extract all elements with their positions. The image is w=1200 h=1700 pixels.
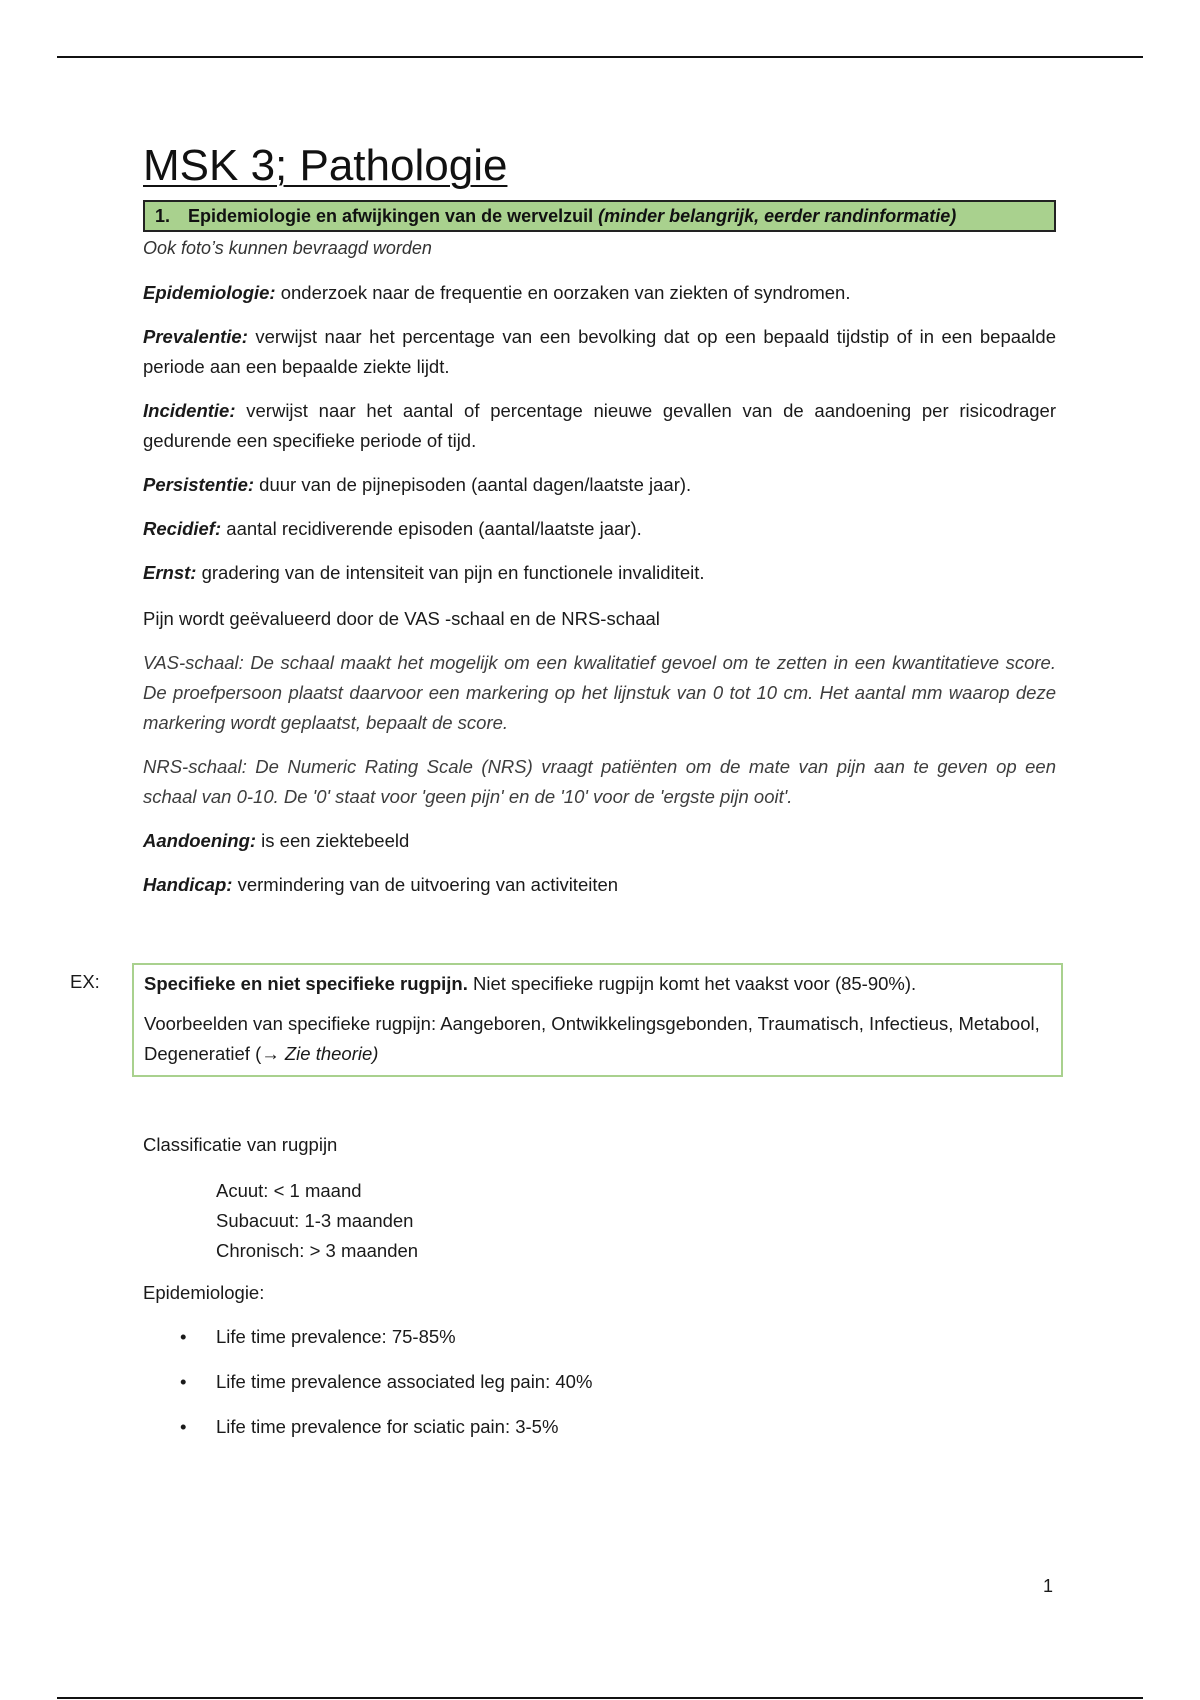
- list-item: [143, 1322, 1056, 1352]
- subnote: Ook foto’s kunnen bevraagd worden: [143, 238, 432, 258]
- definition-text: onderzoek naar de frequentie en oorzaken van ziekten of syndromen.: [275, 282, 851, 303]
- example-bold: Specifieke en niet specifieke rugpijn.: [144, 973, 468, 994]
- definition-recidief: [143, 514, 1056, 544]
- definition-incidentie: [143, 396, 1056, 456]
- nrs-text: De Numeric Rating Scale (NRS) vraagt patiënten om de mate van pijn aan te geven op een schaal van 0-10. De '0' staat voor 'geen pijn' en de '10' voor de 'ergste pijn ooit'.: [143, 756, 1056, 807]
- definition-term: Epidemiologie:: [143, 282, 276, 303]
- nrs-definition: [143, 752, 1056, 812]
- definition-text: verwijst naar het aantal of percentage nieuwe gevallen van de aandoening per risicodrager gedurende een specifieke periode of tijd.: [143, 400, 1056, 451]
- example-see-theory: Zie theorie): [279, 1043, 379, 1064]
- example-box: [132, 963, 1063, 1077]
- example-label: EX:: [70, 971, 100, 992]
- definition-term: Ernst:: [143, 562, 197, 583]
- example-specific: Voorbeelden van specifieke rugpijn: Aangeboren, Ontwikkelingsgebonden, Traumatisch, Infectieus, Metabool, Degeneratief (: [144, 1013, 1040, 1064]
- definition-prevalentie: [143, 322, 1056, 382]
- header-rule: [57, 56, 1143, 58]
- definition-text: gradering van de intensiteit van pijn en functionele invaliditeit.: [196, 562, 705, 583]
- vas-definition: [143, 648, 1056, 738]
- section-heading: [143, 200, 1056, 232]
- bullet-icon: •: [180, 1326, 187, 1347]
- list-item-text: Life time prevalence associated leg pain: 40%: [216, 1371, 593, 1392]
- list-item: [143, 1412, 1056, 1442]
- list-item-text: Life time prevalence: 75-85%: [216, 1326, 456, 1347]
- definition-ernst: [143, 558, 1056, 588]
- bullet-icon: •: [180, 1416, 187, 1437]
- definition-term: Handicap:: [143, 874, 233, 895]
- definition-term: Aandoening:: [143, 830, 257, 851]
- example-line-2: [144, 1009, 1051, 1069]
- classification-list: [143, 1176, 1056, 1266]
- definition-aandoening: [143, 826, 1056, 856]
- pain-evaluation: Pijn wordt geëvalueerd door de VAS -schaal en de NRS-schaal: [143, 608, 660, 629]
- definition-text: verwijst naar het percentage van een bevolking dat op een bepaald tijdstip of in een bepaalde periode aan een bepaalde ziekte lijdt.: [143, 326, 1056, 377]
- epidemiology-heading: Epidemiologie:: [143, 1282, 265, 1303]
- classification-heading: Classificatie van rugpijn: [143, 1134, 338, 1155]
- list-item: Acuut: < 1 maand: [216, 1180, 362, 1201]
- definition-term: Recidief:: [143, 518, 222, 539]
- vas-text: De schaal maakt het mogelijk om een kwalitatief gevoel om te zetten in een kwantitatieve score. De proefpersoon plaatst daarvoor een markering op het lijnstuk van 0 tot 10 cm. Het aantal mm waarop deze markering wordt geplaatst, bepaalt de score.: [143, 652, 1056, 733]
- list-item: Subacuut: 1-3 maanden: [216, 1210, 414, 1231]
- list-item: Chronisch: > 3 maanden: [216, 1240, 419, 1261]
- nrs-term: NRS-schaal:: [143, 756, 247, 777]
- section-title: Epidemiologie en afwijkingen van de wervelzuil: [188, 206, 594, 226]
- epidemiology-list: [143, 1322, 1056, 1442]
- list-item-text: Life time prevalence for sciatic pain: 3-5%: [216, 1416, 559, 1437]
- page-number: 1: [1043, 1576, 1054, 1596]
- definition-text: vermindering van de uitvoering van activiteiten: [232, 874, 619, 895]
- example-line-1: [144, 969, 1051, 999]
- list-item: [143, 1367, 1056, 1397]
- page-title: MSK 3; Pathologie: [143, 141, 508, 190]
- definition-epidemiologie: [143, 278, 1056, 308]
- definition-term: Incidentie:: [143, 400, 236, 421]
- arrow-right-icon: →: [261, 1043, 280, 1064]
- bullet-icon: •: [180, 1371, 187, 1392]
- definition-text: is een ziektebeeld: [256, 830, 410, 851]
- footer-rule: [57, 1697, 1143, 1699]
- definition-term: Persistentie:: [143, 474, 255, 495]
- section-number: 1.: [155, 206, 171, 226]
- definition-handicap: [143, 870, 1056, 900]
- lower-section: [143, 1130, 1056, 1442]
- section-note: (minder belangrijk, eerder randinformatie): [598, 206, 957, 226]
- definition-term: Prevalentie:: [143, 326, 248, 347]
- definition-persistentie: [143, 470, 1056, 500]
- vas-term: VAS-schaal:: [143, 652, 244, 673]
- example-rest: Niet specifieke rugpijn komt het vaakst voor (85-90%).: [467, 973, 917, 994]
- page-content: [143, 140, 1056, 900]
- definition-text: duur van de pijnepisoden (aantal dagen/laatste jaar).: [254, 474, 692, 495]
- definition-text: aantal recidiverende episoden (aantal/laatste jaar).: [221, 518, 642, 539]
